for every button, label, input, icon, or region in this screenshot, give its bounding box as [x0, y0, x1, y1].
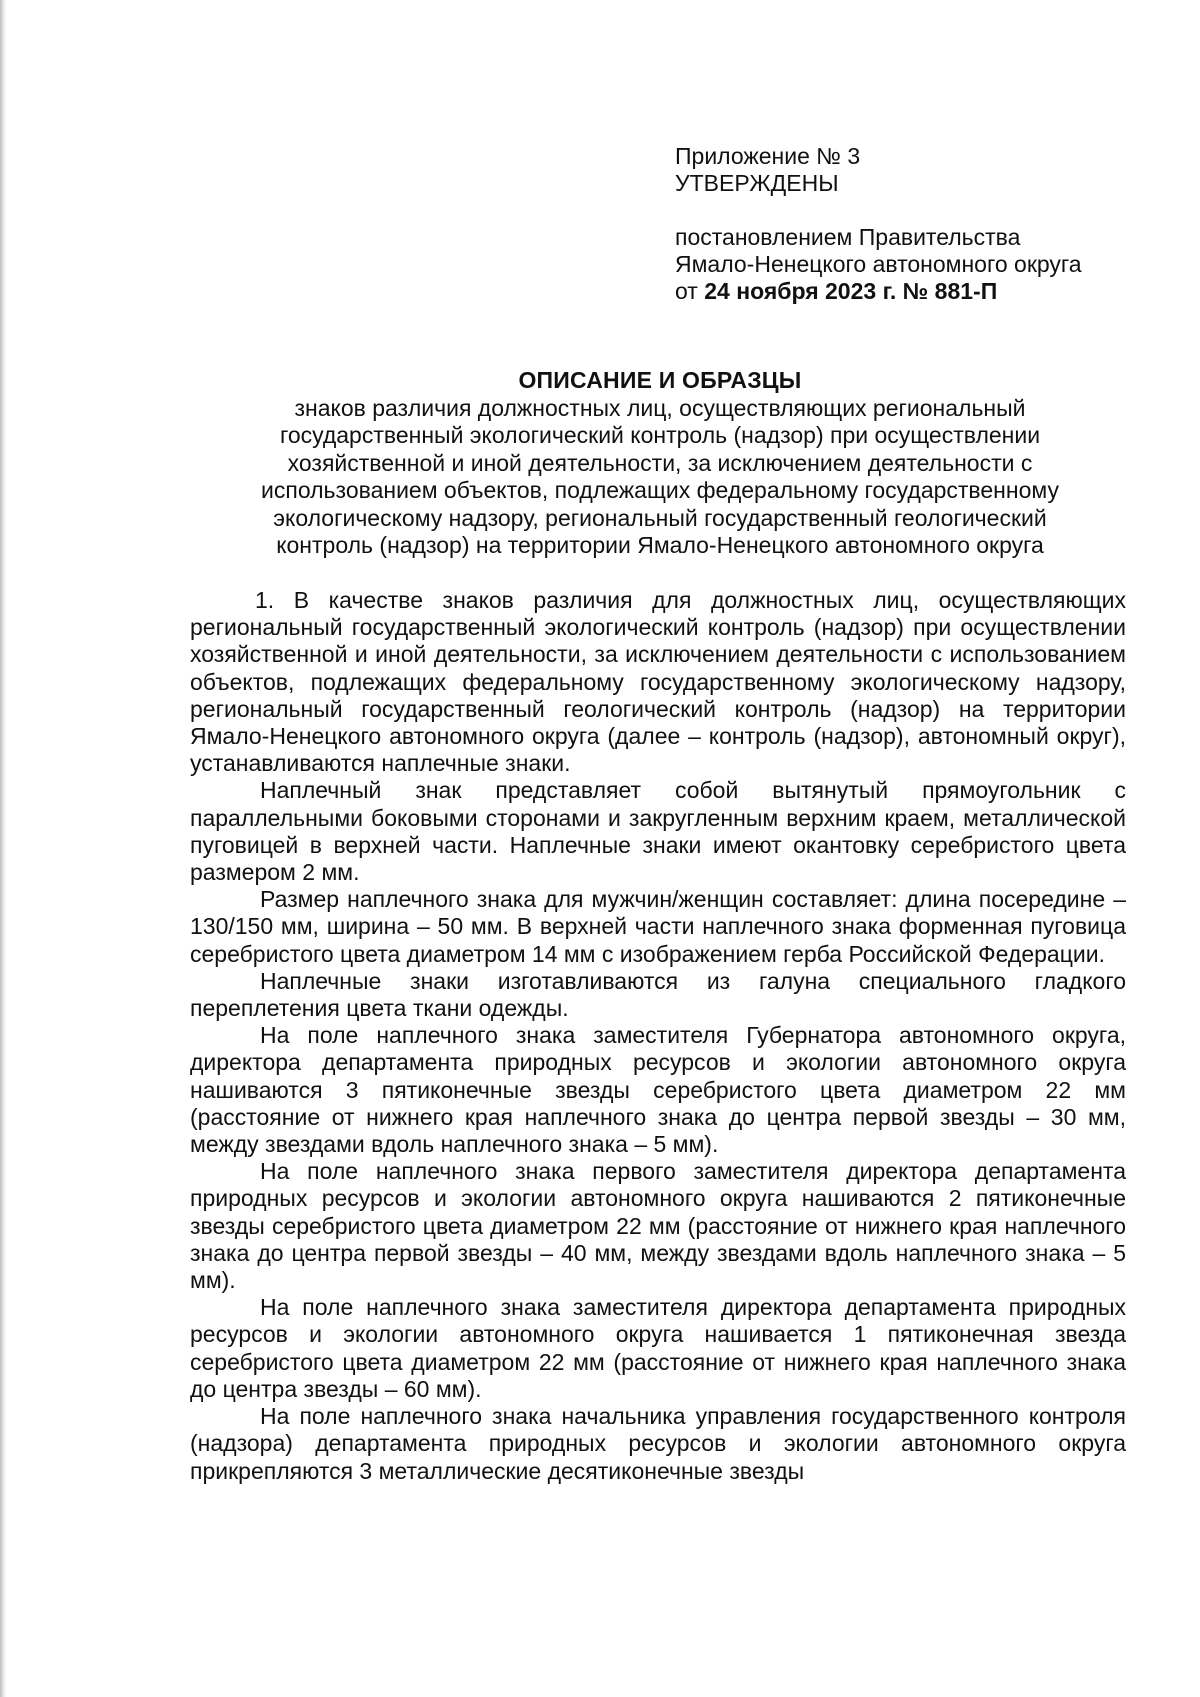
subtitle-line: государственный экологический контроль (надзор) при осуществлении — [279, 422, 1041, 449]
paragraph-8: На поле наплечного знака начальника управления государственного контроля (надзора) департамента природных ресурсов и экологии автономного округа прикрепляются 3 металлические десятиконечные звезды — [190, 1403, 1126, 1484]
subtitle-line: хозяйственной и иной деятельности, за исключением деятельности с — [287, 449, 1033, 476]
subtitle-line: экологическому надзору, региональный государственный геологический — [273, 504, 1047, 531]
decree-date-number: 24 ноября 2023 г. № 881-П — [704, 278, 998, 304]
paragraph-5: На поле наплечного знака заместителя Губернатора автономного округа, директора департамента природных ресурсов и экологии автономного округа нашиваются 3 пятиконечные звезды серебристого цвета диаметром 22 мм (расстояние от нижнего края наплечного знака до центра первой звезды – 30 мм, между звездами вдоль наплечного знака – 5 мм). — [190, 1022, 1126, 1158]
approval-spacer — [675, 197, 1135, 224]
paragraph-4: Наплечные знаки изготавливаются из галуна специального гладкого переплетения цвета ткани одежды. — [190, 967, 1126, 1022]
approval-block — [675, 143, 1135, 305]
decree-prefix: от — [675, 278, 705, 304]
paragraph-6: На поле наплечного знака первого заместителя директора департамента природных ресурсов и экологии автономного округа нашиваются 2 пятиконечные звезды серебристого цвета диаметром 22 мм (расстояние от нижнего края наплечного знака до центра первой звезды – 40 мм, между звездами вдоль наплечного знака – 5 мм). — [190, 1158, 1126, 1294]
document-title: ОПИСАНИЕ И ОБРАЗЦЫ — [518, 367, 802, 393]
document-body — [190, 587, 1126, 1485]
appendix-number: Приложение № 3 — [675, 143, 861, 169]
approval-region: Ямало-Ненецкого автономного округа — [675, 251, 1082, 277]
subtitle-line: знаков различия должностных лиц, осуществляющих региональный — [294, 395, 1026, 421]
approved-label: УТВЕРЖДЕНЫ — [675, 170, 839, 196]
paragraph-2: Наплечный знак представляет собой вытянутый прямоугольник с параллельными боковыми сторонами и закругленным верхним краем, металлической пуговицей в верхней части. Наплечные знаки имеют окантовку серебристого цвета размером 2 мм. — [190, 777, 1126, 886]
paragraph-3: Размер наплечного знака для мужчин/женщин составляет: длина посередине – 130/150 мм, ширина – 50 мм. В верхней части наплечного знака форменная пуговица серебристого цвета диаметром 14 мм с изображением герба Российской Федерации. — [190, 886, 1126, 967]
paragraph-7: На поле наплечного знака заместителя директора департамента природных ресурсов и экологии автономного округа нашивается 1 пятиконечная звезда серебристого цвета диаметром 22 мм (расстояние от нижнего края наплечного знака до центра звезды – 60 мм). — [190, 1294, 1126, 1402]
approval-authority: постановлением Правительства — [675, 224, 1021, 250]
document-subtitle — [190, 395, 1130, 559]
subtitle-line: контроль (надзор) на территории Ямало-Ненецкого автономного округа — [276, 532, 1044, 559]
scan-edge — [0, 0, 6, 1697]
paragraph-1: 1. В качестве знаков различия для должностных лиц, осуществляющих региональный государственный экологический контроль (надзор) при осуществлении хозяйственной и иной деятельности, за исключением деятельности с использованием объектов, подлежащих федеральному государственному экологическому надзору, региональный государственный геологический контроль (надзор) на территории Ямало-Ненецкого автономного округа (далее – контроль (надзор), автономный округ), устанавливаются наплечные знаки. — [190, 587, 1126, 777]
subtitle-line: использованием объектов, подлежащих федеральному государственному — [261, 477, 1059, 504]
decree-reference — [675, 278, 1135, 305]
